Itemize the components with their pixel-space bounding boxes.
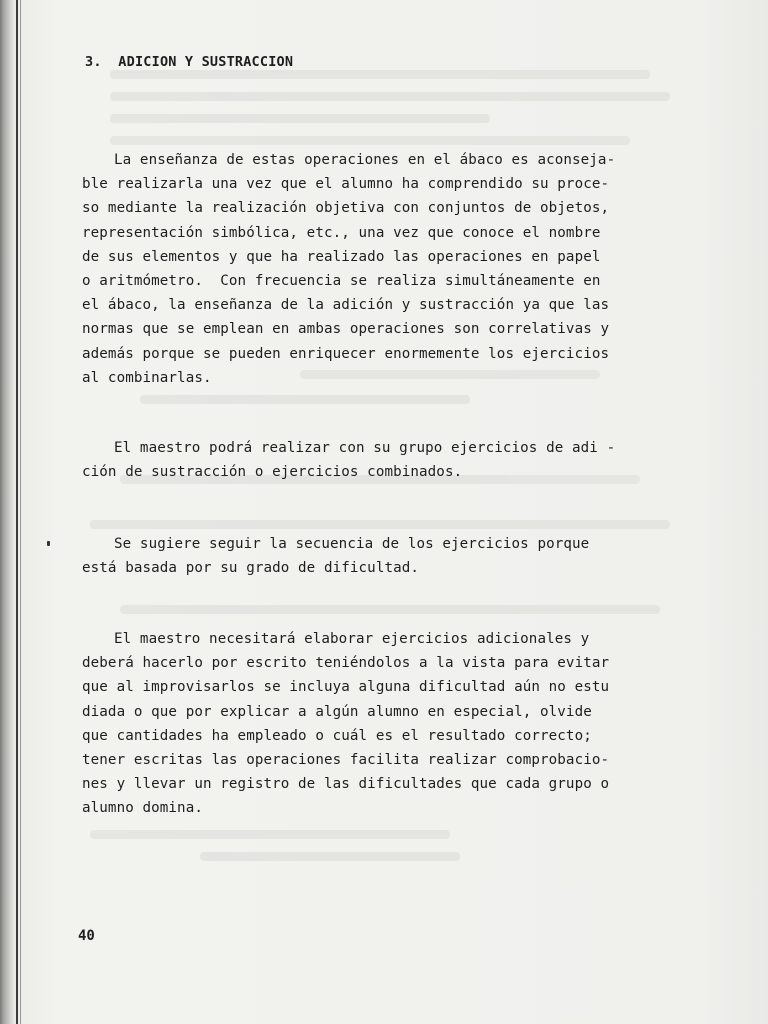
paragraph-1 [82,148,662,390]
paragraph-line: normas que se emplean en ambas operaciones son correlativas y [82,321,610,338]
paragraph-line: tener escritas las operaciones facilita realizar comprobacio- [82,751,610,768]
paragraph-line: El maestro necesitará elaborar ejercicios adicionales y [114,631,590,647]
paragraph-line: alumno domina. [82,800,203,817]
paragraph-line: nes y llevar un registro de las dificultades que cada grupo o [82,776,610,793]
paragraph-line: representación simbólica, etc., una vez que conoce el nombre [82,224,601,241]
paragraph-line: deberá hacerlo por escrito teniéndolos a la vista para evitar [82,655,610,672]
paragraph-line: ción de sustracción o ejercicios combinados. [82,464,463,481]
binding-line [16,0,18,1024]
paragraph-line: el ábaco, la enseñanza de la adición y sustracción ya que las [82,297,610,314]
paragraph-line: La enseñanza de estas operaciones en el ábaco es aconseja- [114,152,616,168]
paragraph-line: que cantidades ha empleado o cuál es el resultado correcto; [82,727,592,744]
paragraph-4 [82,627,662,821]
paragraph-line: al combinarlas. [82,369,212,386]
paragraph-2 [82,436,662,484]
binding-line-faint [20,0,21,1024]
scan-speck [47,541,50,546]
binding-shadow [0,0,14,1024]
paragraph-line: está basada por su grado de dificultad. [82,560,420,577]
paragraph-line: El maestro podrá realizar con su grupo ejercicios de adi - [114,440,616,456]
paragraph-line: que al improvisarlos se incluya alguna dificultad aún no estu [82,679,610,696]
paragraph-line: so mediante la realización objetiva con conjuntos de objetos, [82,200,610,217]
section-heading: 3. ADICION Y SUSTRACCION [85,54,294,70]
paragraph-line: diada o que por explicar a algún alumno en especial, olvide [82,703,592,720]
paragraph-line: además porque se pueden enriquecer enormemente los ejercicios [82,345,610,362]
paragraph-line: ble realizarla una vez que el alumno ha comprendido su proce- [82,176,610,193]
paragraph-line: Se sugiere seguir la secuencia de los ejercicios porque [114,536,590,552]
paragraph-line: de sus elementos y que ha realizado las operaciones en papel [82,248,601,265]
paragraph-3 [82,532,662,580]
page-number: 40 [78,928,95,944]
paragraph-line: o aritmómetro. Con frecuencia se realiza simultáneamente en [82,272,601,289]
